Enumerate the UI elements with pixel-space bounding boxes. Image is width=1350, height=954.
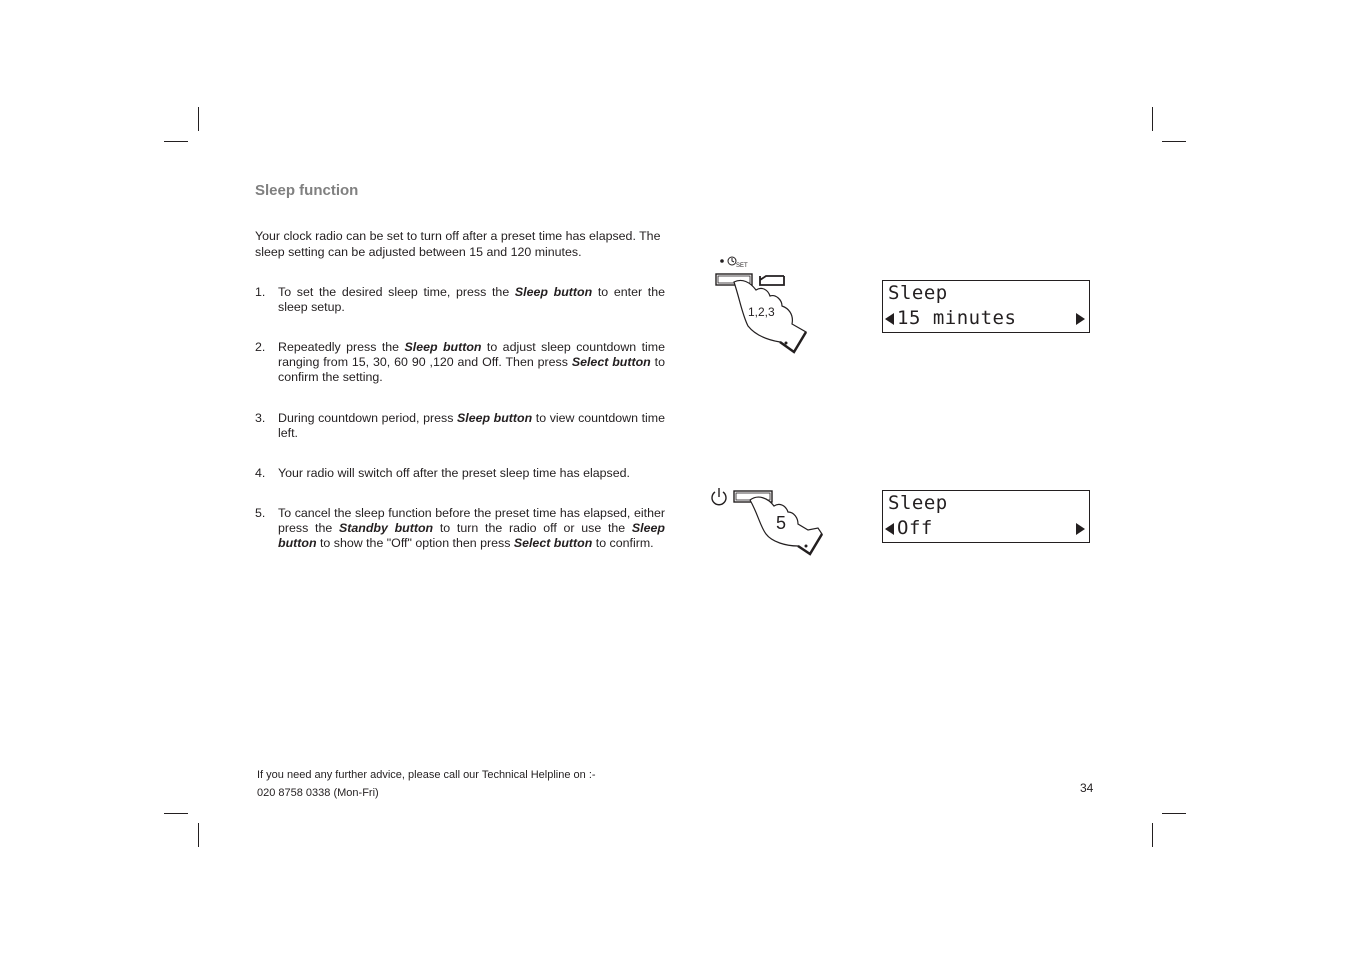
footer-helpline-text: If you need any further advice, please call our Technical Helpline on :- (257, 769, 596, 781)
standby-button-illustration (708, 484, 828, 558)
step-number: 2. (255, 340, 266, 354)
step-reference-label: 5 (776, 513, 787, 533)
crop-mark (164, 813, 188, 814)
step-item (255, 285, 665, 315)
step-item (255, 506, 665, 552)
page-title: Sleep function (255, 182, 359, 199)
step-text: During countdown period, press Sleep button to view countdown time left. (278, 411, 666, 441)
power-icon (712, 488, 726, 505)
crop-mark (198, 107, 199, 131)
crop-mark (1152, 823, 1153, 847)
step-number: 5. (255, 506, 266, 520)
right-arrow-icon (1076, 523, 1085, 535)
display-line-1: Sleep (888, 282, 948, 304)
display-line-2: 15 minutes (897, 307, 1017, 329)
step-reference-label: 1,2,3 (748, 305, 775, 319)
right-arrow-icon (1076, 313, 1085, 325)
step-text: Repeatedly press the Sleep button to adjust sleep countdown time ranging from 15, 30, 60 90 ,120 and Off. Then press Select button to confirm the setting. (278, 340, 665, 385)
step-text: Your radio will switch off after the preset sleep time has elapsed. (278, 466, 630, 480)
crop-mark (198, 823, 199, 847)
step-text: To set the desired sleep time, press the Sleep button to enter the sleep setup. (278, 285, 665, 315)
crop-mark (164, 141, 188, 142)
display-line-1: Sleep (888, 492, 948, 514)
step-number: 3. (255, 411, 266, 425)
page-number: 34 (1080, 781, 1094, 795)
crop-mark (1162, 813, 1186, 814)
step-text: To cancel the sleep function before the preset time has elapsed, either press the Standby button to turn the radio off or use the Sleep button to show the "Off" option then press Select button to confirm. (278, 506, 665, 551)
left-arrow-icon (885, 523, 894, 535)
lcd-display (882, 280, 1090, 333)
step-number: 1. (255, 285, 266, 299)
display-line-2: Off (897, 517, 933, 539)
footer-phone-number: 020 8758 0338 (Mon-Fri) (257, 787, 379, 799)
step-item (255, 411, 665, 441)
sleep-button-illustration (710, 252, 810, 354)
bed-icon (760, 276, 784, 285)
step-number: 4. (255, 466, 266, 480)
step-item (255, 340, 665, 386)
left-arrow-icon (885, 313, 894, 325)
set-label: SET (736, 263, 748, 269)
crop-mark (1162, 141, 1186, 142)
crop-mark (1152, 107, 1153, 131)
intro-paragraph: Your clock radio can be set to turn off after a preset time has elapsed. The sleep setting can be adjusted between 15 and 120 minutes. (255, 229, 661, 259)
step-item (255, 466, 665, 481)
lcd-display (882, 490, 1090, 543)
